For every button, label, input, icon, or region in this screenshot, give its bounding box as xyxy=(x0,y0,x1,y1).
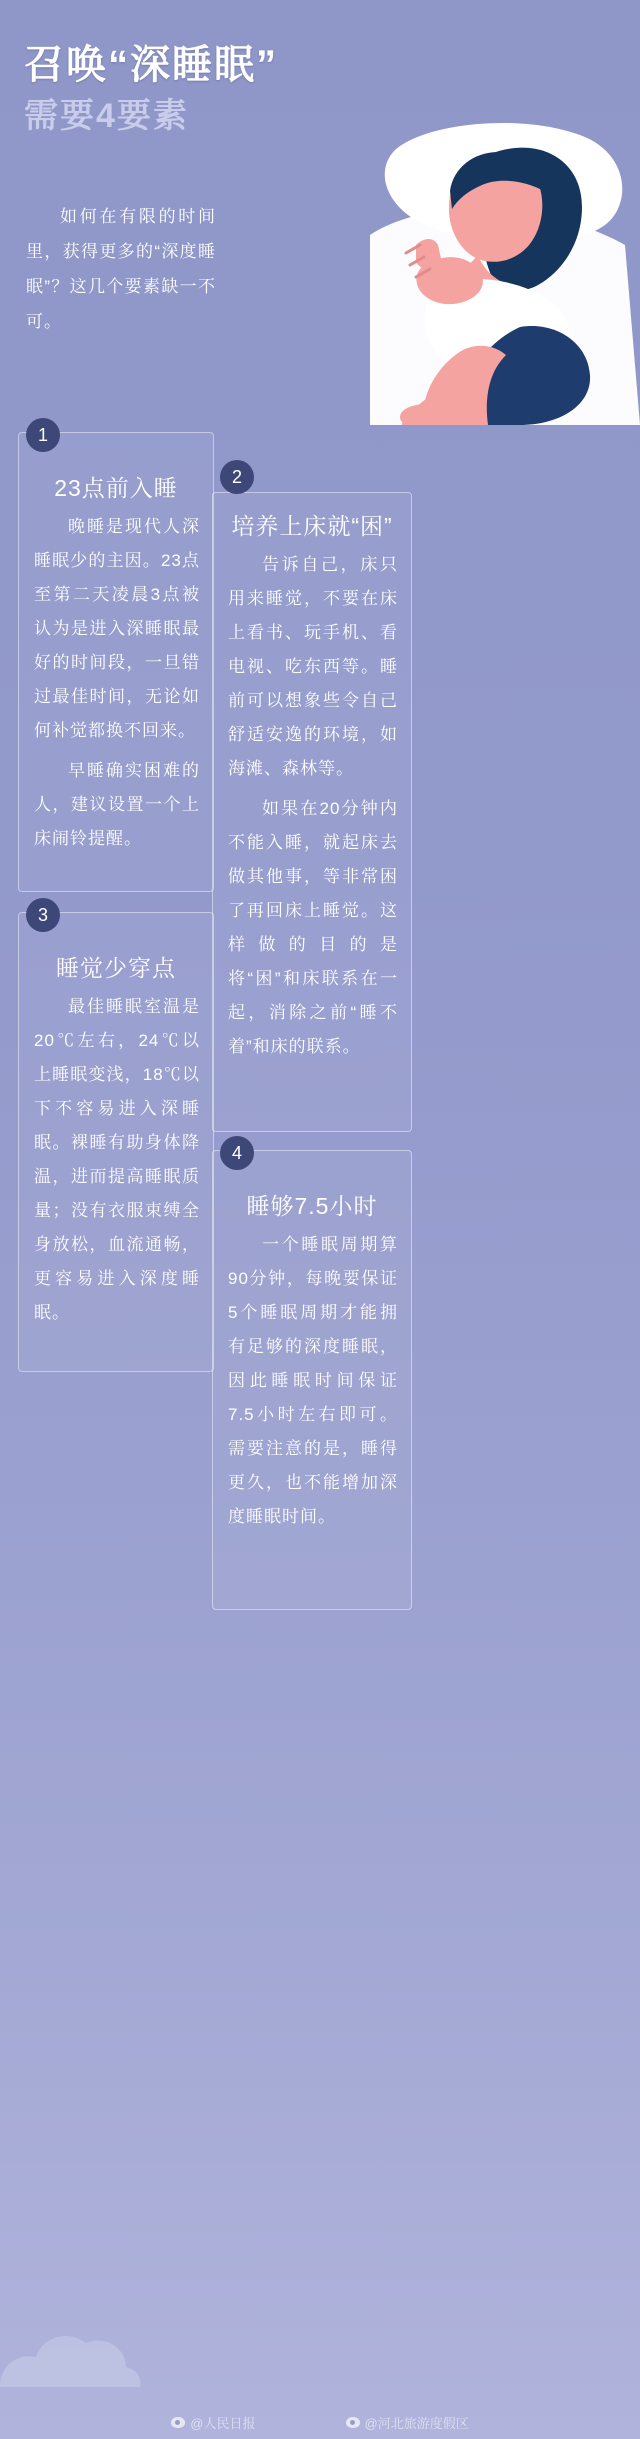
tip-body-2-p2: 如果在20分钟内不能入睡，就起床去做其他事，等非常困了再回床上睡觉。这样做的目的是将“困”和床联系在一起，消除之前“睡不着”和床的联系。 xyxy=(228,799,398,1056)
footer-credit-left-label: @人民日报 xyxy=(190,2415,256,2431)
weibo-icon-2 xyxy=(346,2417,360,2428)
tip-title-4: 睡够7.5小时 xyxy=(246,1193,378,1219)
tip-title-2: 培养上床就“困” xyxy=(231,513,393,539)
footer-credit-right xyxy=(346,2413,469,2432)
tip-title-3: 睡觉少穿点 xyxy=(56,955,176,981)
weibo-icon xyxy=(171,2417,185,2428)
tip-body-3 xyxy=(34,990,200,1330)
tip-body-3-p1: 最佳睡眠室温是20℃左右，24℃以上睡眠变浅，18℃以下不容易进入深睡眠。裸睡有助身体降温，进而提高睡眠质量；没有衣服束缚全身放松，血流通畅，更容易进入深度睡眠。 xyxy=(34,997,200,1322)
tip-body-4 xyxy=(228,1228,398,1534)
page-title xyxy=(24,40,278,138)
tip-body-2 xyxy=(228,548,398,1064)
footer-credit-left xyxy=(171,2413,255,2432)
tip-number-badge-3: 3 xyxy=(26,898,60,932)
title-line-2: 需要4要素 xyxy=(24,97,189,135)
tip-number-badge-4: 4 xyxy=(220,1136,254,1170)
tip-body-2-p1: 告诉自己，床只用来睡觉，不要在床上看书、玩手机、看电视、吃东西等。睡前可以想象些令自己舒适安逸的环境，如海滩、森林等。 xyxy=(228,555,398,778)
tip-body-1 xyxy=(34,510,200,856)
title-line-1: 召唤“深睡眠” xyxy=(24,43,278,87)
tip-title-1: 23点前入睡 xyxy=(54,475,178,501)
cloud-icon xyxy=(0,2317,160,2397)
tip-body-1-p2: 早睡确实困难的人，建议设置一个上床闹铃提醒。 xyxy=(34,761,200,848)
intro-paragraph: 如何在有限的时间里，获得更多的“深度睡眠”？这几个要素缺一不可。 xyxy=(26,207,216,331)
tip-body-1-p1: 晚睡是现代人深睡眠少的主因。23点至第二天凌晨3点被认为是进入深睡眠最好的时间段，一旦错过最佳时间，无论如何补觉都换不回来。 xyxy=(34,517,200,740)
footer-credit-right-label: @河北旅游度假区 xyxy=(364,2415,469,2431)
tip-number-badge-1: 1 xyxy=(26,418,60,452)
sleeping-woman-illustration xyxy=(220,95,640,425)
tip-number-badge-2: 2 xyxy=(220,460,254,494)
footer-bar xyxy=(0,2405,640,2439)
tip-body-4-p1: 一个睡眠周期算90分钟，每晚要保证5个睡眠周期才能拥有足够的深度睡眠，因此睡眠时间保证7.5小时左右即可。需要注意的是，睡得更久，也不能增加深度睡眠时间。 xyxy=(228,1235,398,1526)
